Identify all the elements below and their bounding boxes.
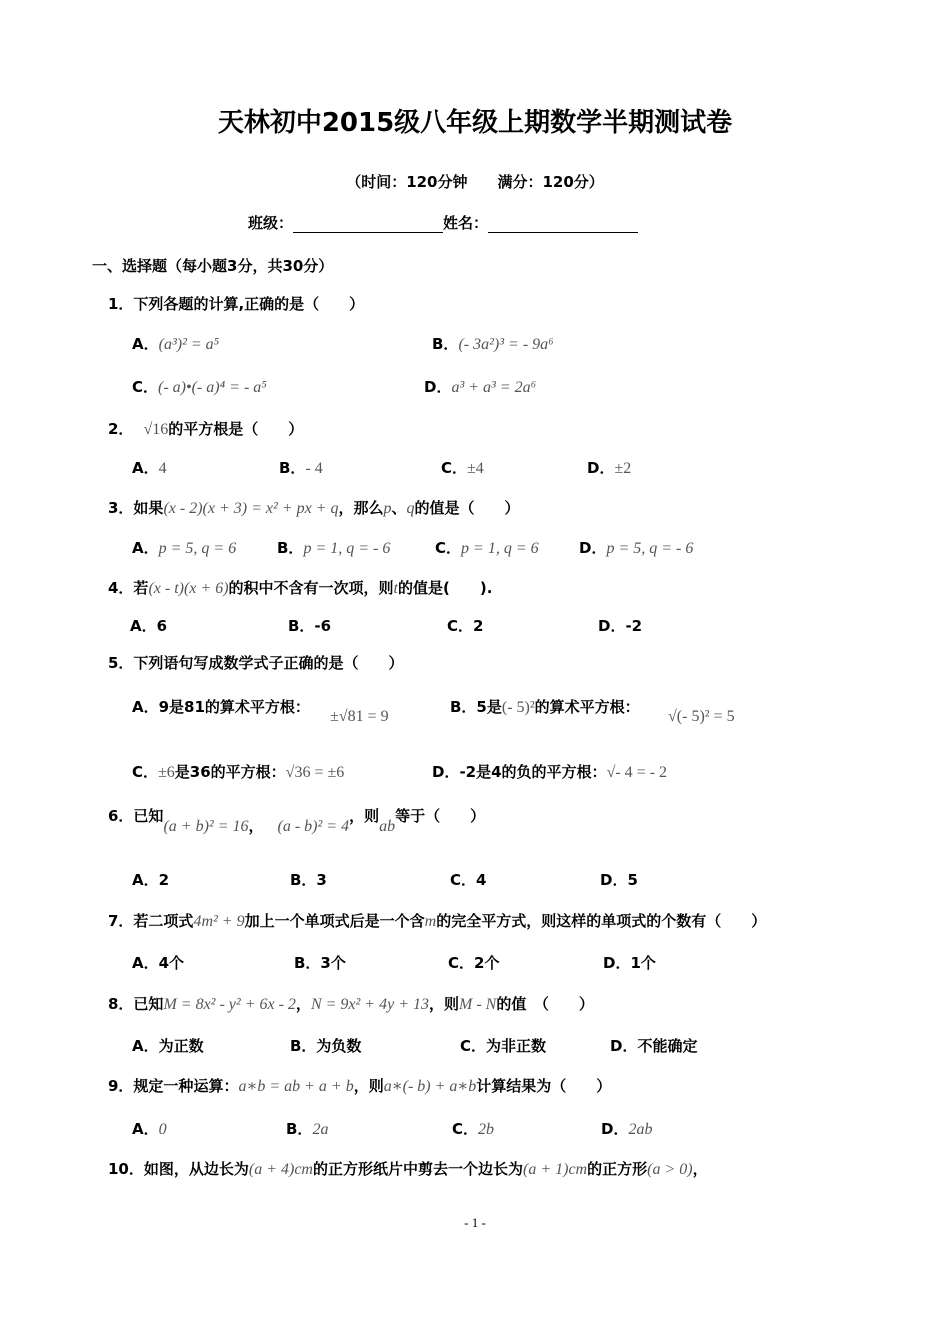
q6-option-b: B．3 (290, 871, 327, 889)
q5-option-b-math (668, 707, 735, 726)
q5-d-text: D．-2是4的负的平方根： (432, 763, 607, 781)
section-heading: 一、选择题（每小题3分，共30分） (92, 257, 334, 275)
q4-option-d: D．-2 (598, 617, 643, 635)
class-blank[interactable] (293, 218, 443, 233)
q3-a-label: A． (132, 539, 159, 557)
q1-c-label: C． (132, 378, 159, 396)
q9-c-label: C． (452, 1120, 479, 1138)
question-6-stem (108, 805, 486, 835)
q1-b-math: (- 3a²)³ = - 9a⁶ (458, 336, 554, 353)
q6-option-c: C．4 (450, 871, 487, 889)
q5-option-b (450, 696, 640, 717)
q3-pre: 3．如果 (108, 499, 164, 517)
q8-mid: ，则 (429, 995, 460, 1013)
q7-option-c: C．2个 (448, 954, 500, 972)
question-7-stem (108, 910, 766, 931)
q8-option-c: C．为非正数 (460, 1037, 547, 1055)
q4-t: t (393, 580, 398, 597)
q9-mid: ，则 (353, 1077, 384, 1095)
q8-option-a: A．为正数 (132, 1037, 204, 1055)
exam-subtitle: （时间：120分钟 满分：120分） (346, 173, 604, 191)
q6-sep: ， (248, 817, 264, 835)
q1-c-math: (- a)•(- a)⁴ = - a⁵ (158, 379, 267, 396)
q7-mid: 加上一个单项式后是一个含 (244, 912, 425, 930)
q7-option-b: B．3个 (294, 954, 346, 972)
q6-option-d: D．5 (600, 871, 638, 889)
q9-a-math: 0 (158, 1121, 167, 1138)
q3-p: p (383, 500, 392, 517)
q7-option-a: A．4个 (132, 954, 185, 972)
q3-option-d (579, 537, 693, 558)
q8-option-d: D．不能确定 (610, 1037, 698, 1055)
q3-d-math: p = 5, q = - 6 (606, 540, 694, 557)
question-9-stem (108, 1075, 611, 1096)
q2-option-b (279, 457, 323, 478)
q9-pre: 9．规定一种运算： (108, 1077, 239, 1095)
page-number: - 1 - (464, 1215, 486, 1230)
q8-sep: ， (295, 995, 311, 1013)
question-10-stem (108, 1158, 708, 1179)
q3-q: q (406, 500, 415, 517)
q1-d-label: D． (424, 378, 452, 396)
q9-d-math: 2ab (628, 1121, 653, 1138)
q8-post: 的值 （ ） (496, 995, 594, 1013)
q1-option-a (132, 333, 219, 354)
q5-d-math: √- 4 = - 2 (606, 764, 668, 781)
q2-a-math: 4 (158, 460, 167, 477)
page-title: 天林初中2015级八年级上期数学半期测试卷 (217, 108, 733, 138)
q1-option-c (132, 376, 267, 397)
q2-option-a (132, 457, 167, 478)
q7-math2: m (424, 913, 437, 930)
student-info (248, 212, 638, 233)
q6-math1: (a + b)² = 16 (163, 818, 249, 835)
q1-b-label: B． (432, 335, 459, 353)
q2-math: √16 (143, 421, 169, 438)
q10-math1: (a + 4)cm (248, 1161, 313, 1178)
q10-mid2: 的正方形 (587, 1160, 648, 1178)
q3-c-label: C． (435, 539, 462, 557)
q6-mid: ，则 (349, 807, 380, 825)
q8-math2: N = 9x² + 4y + 13 (310, 996, 429, 1013)
q2-d-math: ±2 (614, 460, 632, 477)
q8-option-b: B．为负数 (290, 1037, 362, 1055)
q3-a-math: p = 5, q = 6 (158, 540, 237, 557)
q5-c-label: C． (132, 763, 159, 781)
q8-pre: 8．已知 (108, 995, 164, 1013)
q4-option-b: B．-6 (288, 617, 332, 635)
q10-pre: 10．如图，从边长为 (108, 1160, 249, 1178)
q3-c-math: p = 1, q = 6 (461, 540, 539, 557)
q1-option-d (424, 376, 536, 397)
q4-pre: 4．若 (108, 579, 149, 597)
q2-b-label: B． (279, 459, 306, 477)
name-label: 姓名： (443, 214, 489, 232)
q2-option-c (441, 457, 484, 478)
question-8-stem (108, 993, 594, 1014)
q4-mid: 的积中不含有一次项，则 (228, 579, 394, 597)
q6-option-a: A．2 (132, 871, 170, 889)
q5-a-math: ±√81 = 9 (330, 708, 389, 725)
q2-b-math: - 4 (305, 460, 323, 477)
q5-c-text: 是36的平方根： (174, 763, 286, 781)
q9-option-c (452, 1118, 494, 1139)
q5-c-math2: √36 = ±6 (285, 764, 345, 781)
q8-math3: M - N (459, 996, 497, 1013)
q8-math1: M = 8x² - y² + 6x - 2 (163, 996, 296, 1013)
q5-b-text1: B．5是 (450, 698, 502, 716)
q2-text: 的平方根是（ ） (168, 420, 304, 438)
question-2-stem (108, 418, 303, 439)
q9-b-label: B． (286, 1120, 313, 1138)
q3-math: (x - 2)(x + 3) = x² + px + q (163, 500, 339, 517)
q7-math1: 4m² + 9 (193, 913, 245, 930)
q10-math2: (a + 1)cm (523, 1161, 588, 1178)
q3-b-label: B． (277, 539, 304, 557)
q2-c-label: C． (441, 459, 468, 477)
q5-option-d (432, 761, 667, 782)
q2-a-label: A． (132, 459, 159, 477)
q9-math1: a∗b = ab + a + b (238, 1078, 354, 1095)
q7-pre: 7．若二项式 (108, 912, 194, 930)
q6-pre: 6．已知 (108, 807, 164, 825)
q5-option-c (132, 761, 344, 782)
question-3-stem (108, 497, 520, 518)
q2-c-math: ±4 (467, 460, 484, 477)
q4-post: 的值是( ). (398, 579, 493, 597)
q9-option-d (601, 1118, 652, 1139)
q10-mid: 的正方形纸片中剪去一个边长为 (312, 1160, 523, 1178)
q9-option-a (132, 1118, 167, 1139)
q5-b-text2: 的算术平方根： (534, 698, 640, 716)
q3-option-c (435, 537, 539, 558)
q4-math: (x - t)(x + 6) (148, 580, 229, 597)
name-blank[interactable] (488, 218, 638, 233)
q3-b-math: p = 1, q = - 6 (303, 540, 391, 557)
q3-post: 的值是（ ） (414, 499, 520, 517)
q4-option-c: C．2 (447, 617, 484, 635)
q3-option-a (132, 537, 236, 558)
q6-math2: (a - b)² = 4 (277, 818, 350, 835)
q9-a-label: A． (132, 1120, 159, 1138)
q3-sep: 、 (391, 499, 407, 517)
q9-post: 计算结果为（ ） (476, 1077, 612, 1095)
q3-d-label: D． (579, 539, 607, 557)
q1-a-label: A． (132, 335, 159, 353)
q9-math2: a∗(- b) + a∗b (383, 1078, 477, 1095)
q7-option-d: D．1个 (603, 954, 656, 972)
q2-num: 2． (108, 420, 134, 438)
q5-b-math1: (- 5)² (501, 699, 535, 716)
q5-option-a-text: A．9是81的算术平方根： (132, 698, 310, 716)
q10-post: ， (692, 1160, 708, 1178)
q1-d-math: a³ + a³ = 2a⁶ (451, 379, 537, 396)
q9-c-math: 2b (478, 1121, 495, 1138)
question-5-stem: 5．下列语句写成数学式子正确的是（ ） (108, 654, 404, 672)
question-4-stem (108, 577, 492, 598)
q5-option-a-math (330, 707, 389, 726)
q5-c-math1: ±6 (158, 764, 175, 781)
q10-math3: (a > 0) (647, 1161, 693, 1178)
q4-option-a: A．6 (130, 617, 168, 635)
q1-a-math: (a³)² = a⁵ (158, 336, 220, 353)
q3-mid: ，那么 (338, 499, 384, 517)
q9-d-label: D． (601, 1120, 629, 1138)
q9-option-b (286, 1118, 328, 1139)
q6-post: 等于（ ） (395, 807, 486, 825)
q9-b-math: 2a (312, 1121, 329, 1138)
q2-option-d (587, 457, 631, 478)
q2-d-label: D． (587, 459, 615, 477)
q5-b-math2: √(- 5)² = 5 (668, 708, 735, 725)
question-1-stem: 1．下列各题的计算,正确的是（ ） (108, 295, 365, 313)
q3-option-b (277, 537, 390, 558)
q7-post: 的完全平方式，则这样的单项式的个数有（ ） (436, 912, 767, 930)
class-label: 班级： (248, 214, 294, 232)
q1-option-b (432, 333, 554, 354)
q6-math3: ab (379, 818, 396, 835)
